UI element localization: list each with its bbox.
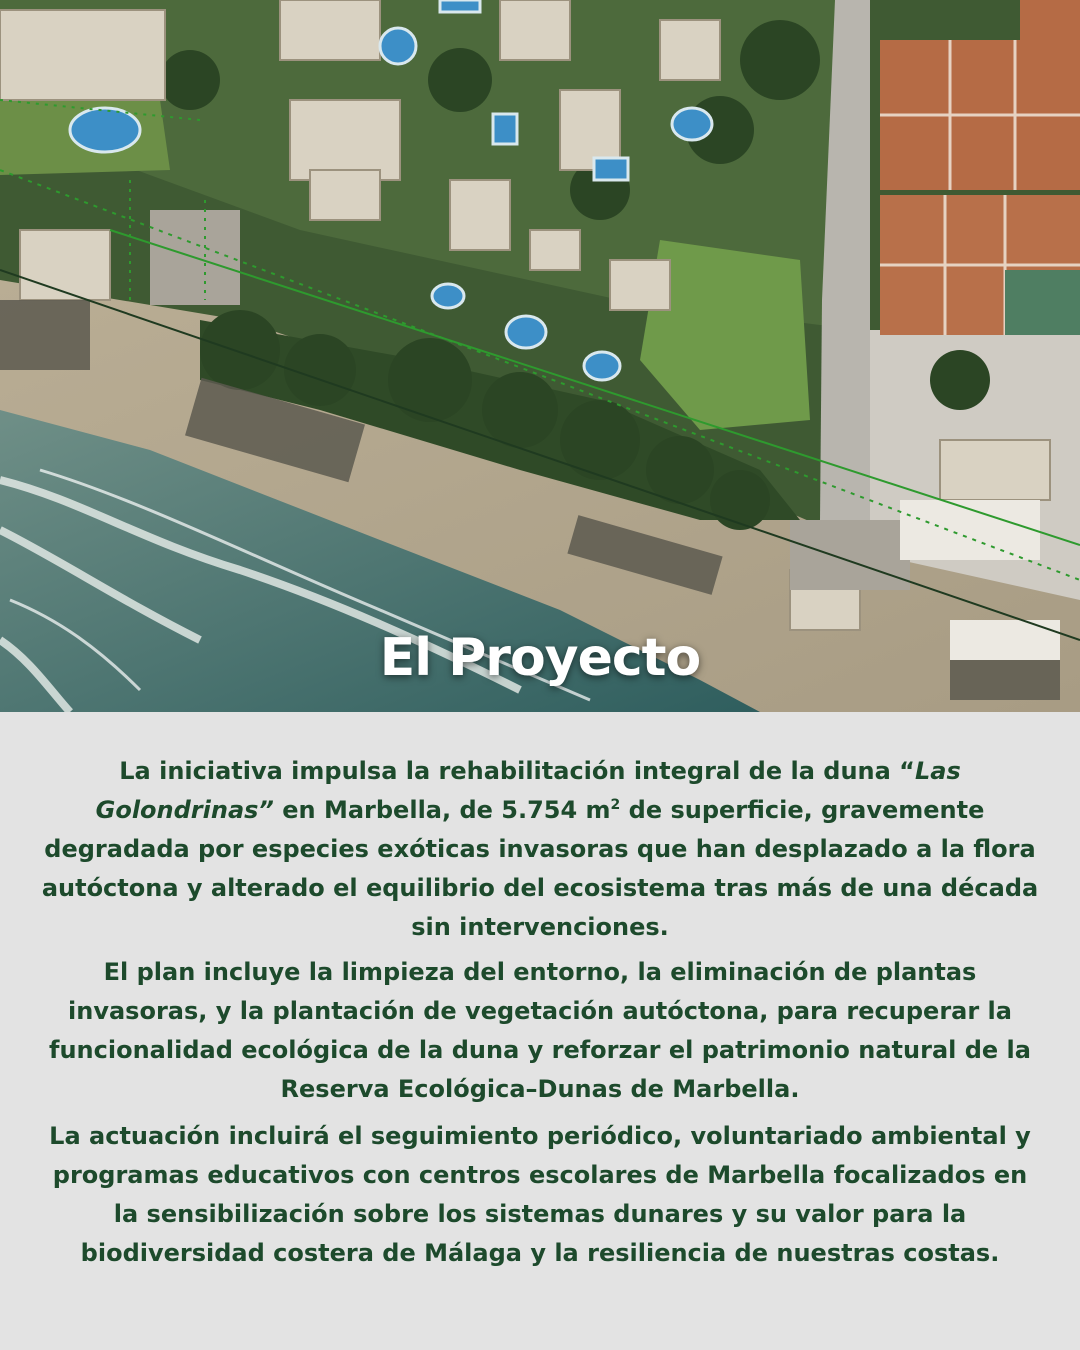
paragraph-rehabilitation xyxy=(40,752,1040,947)
paragraph1-italic-name: Las Golondrinas” xyxy=(95,757,961,824)
paragraph1-text-middle: en Marbella, de 5.754 m xyxy=(273,796,611,824)
paragraph1-text-end: de superficie, gravemente degradada por especies exóticas invasoras que han desplazado a la flora autóctona y alterado el equilibrio del ecosistema tras más de una década sin intervenciones. xyxy=(41,796,1039,941)
page-title: El Proyecto xyxy=(379,628,701,688)
paragraph-actions: La actuación incluirá el seguimiento periódico, voluntariado ambiental y programas educativos con centros escolares de Marbella focalizados en la sensibilización sobre los sistemas dunares y su valor para la biodiversidad costera de Málaga y la resiliencia de nuestras costas. xyxy=(49,1122,1031,1267)
description-section xyxy=(0,712,1080,1350)
superscript-squared: 2 xyxy=(610,797,621,813)
paragraph1-text-start: La iniciativa impulsa la rehabilitación integral de la duna “ xyxy=(119,757,915,785)
paragraph-plan: El plan incluye la limpieza del entorno, la eliminación de plantas invasoras, y la plantación de vegetación autóctona, para recuperar la funcionalidad ecológica de la duna y reforzar el patrimonio natural de la Reserva Ecológica–Dunas de Marbella. xyxy=(49,958,1031,1103)
